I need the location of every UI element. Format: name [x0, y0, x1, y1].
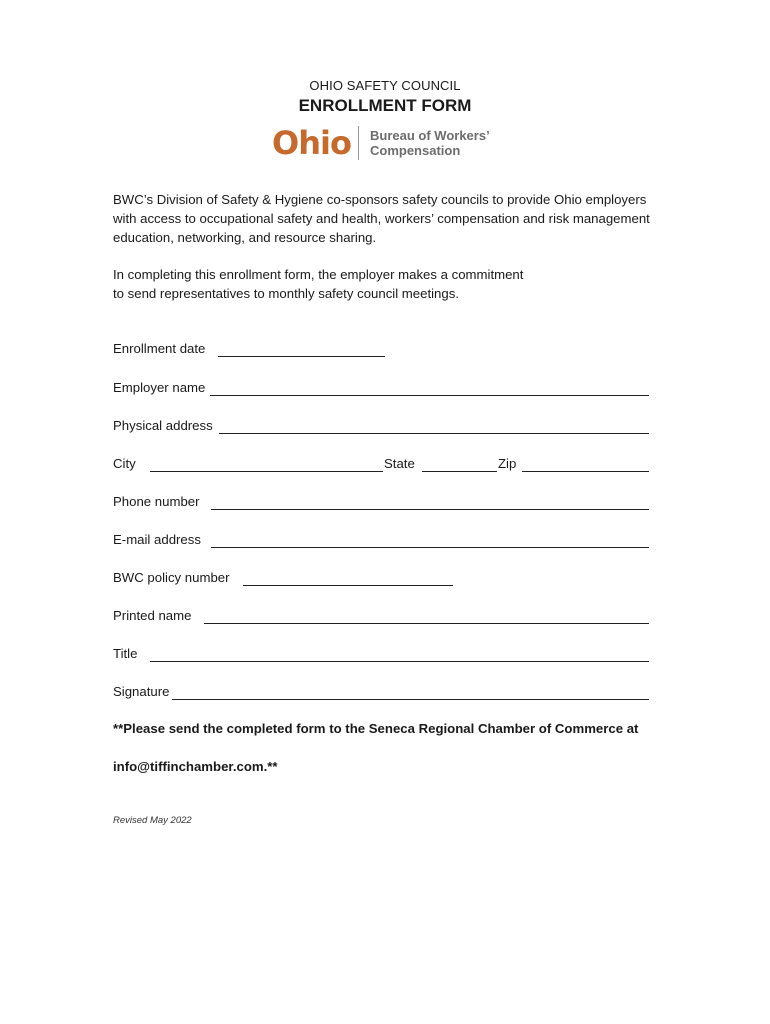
zip-input-line[interactable]	[522, 471, 649, 472]
email-address-label: E-mail address	[113, 532, 201, 547]
bwc-policy-number-field	[113, 570, 653, 590]
zip-label: Zip	[498, 456, 517, 471]
title-input-line[interactable]	[150, 661, 649, 662]
email-address-input-line[interactable]	[211, 547, 649, 548]
employer-name-field	[113, 380, 653, 400]
physical-address-field	[113, 418, 653, 438]
printed-name-label: Printed name	[113, 608, 192, 623]
ohio-logo-text: Ohio	[272, 124, 351, 162]
logo-divider	[358, 126, 359, 160]
physical-address-input-line[interactable]	[219, 433, 649, 434]
intro-paragraph-1: BWC’s Division of Safety & Hygiene co-sponsors safety councils to provide Ohio employers with access to occupational safety and health, workers’ compensation and risk management education, networking, and resource sharing.	[113, 192, 650, 245]
logo-bureau-line2: Compensation	[370, 143, 461, 158]
state-input-line[interactable]	[422, 471, 497, 472]
title-field	[113, 646, 653, 666]
bwc-policy-number-input-line[interactable]	[243, 585, 453, 586]
form-title: ENROLLMENT FORM	[298, 96, 472, 115]
city-label: City	[113, 456, 136, 471]
submission-note-email: info@tiffinchamber.com.**	[113, 759, 278, 774]
logo-bureau-text	[370, 128, 490, 158]
intro-paragraph-2	[113, 265, 673, 303]
printed-name-input-line[interactable]	[204, 623, 649, 624]
employer-name-label: Employer name	[113, 380, 206, 395]
state-label: State	[384, 456, 415, 471]
employer-name-input-line[interactable]	[210, 395, 649, 396]
physical-address-label: Physical address	[113, 418, 213, 433]
title-label: Title	[113, 646, 138, 661]
council-heading: OHIO SAFETY COUNCIL	[309, 78, 461, 93]
city-state-zip-field	[113, 456, 653, 476]
signature-input-line[interactable]	[172, 699, 649, 700]
logo-bureau-line1: Bureau of Workers’	[370, 128, 490, 143]
ohio-logo-wordmark	[272, 123, 351, 163]
city-input-line[interactable]	[150, 471, 383, 472]
email-address-field	[113, 532, 653, 552]
phone-number-label: Phone number	[113, 494, 200, 509]
phone-number-input-line[interactable]	[211, 509, 649, 510]
enrollment-date-field	[113, 341, 653, 361]
signature-field	[113, 684, 653, 704]
intro-paragraph-2-line1: In completing this enrollment form, the employer makes a commitment	[113, 267, 524, 282]
signature-label: Signature	[113, 684, 170, 699]
enrollment-date-label: Enrollment date	[113, 341, 206, 356]
intro-paragraph-2-line2: to send representatives to monthly safety council meetings.	[113, 286, 459, 301]
bwc-policy-number-label: BWC policy number	[113, 570, 230, 585]
printed-name-field	[113, 608, 653, 628]
revised-date: Revised May 2022	[113, 815, 192, 826]
phone-number-field	[113, 494, 653, 514]
enrollment-date-input-line[interactable]	[218, 356, 385, 357]
bwc-logo	[272, 123, 502, 163]
submission-note-line1: **Please send the completed form to the Seneca Regional Chamber of Commerce at	[113, 721, 639, 736]
